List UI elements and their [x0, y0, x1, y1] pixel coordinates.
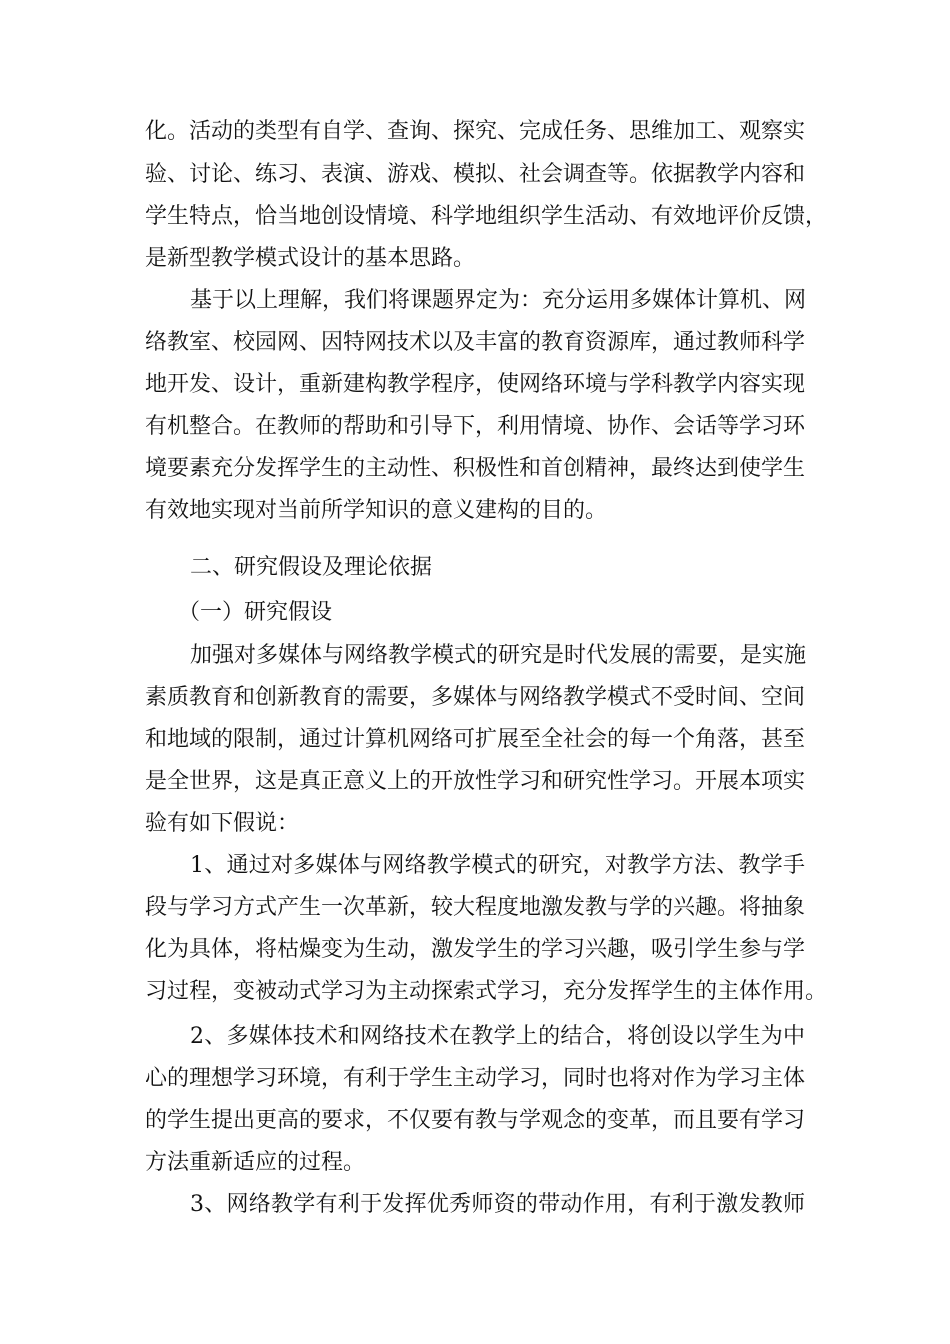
- paragraph-line: 加强对多媒体与网络教学模式的研究是时代发展的需要，是实施: [190, 643, 807, 668]
- paragraph-line: 习过程，变被动式学习为主动探索式学习，充分发挥学生的主体作用。: [145, 979, 828, 1004]
- paragraph-line: 是全世界，这是真正意义上的开放性学习和研究性学习。开展本项实: [145, 769, 806, 794]
- paragraph-line: 2、多媒体技术和网络技术在教学上的结合，将创设以学生为中: [190, 1024, 805, 1049]
- paragraph-line: 化为具体，将枯燥变为生动，激发学生的学习兴趣，吸引学生参与学: [145, 937, 806, 962]
- paragraph-line: 素质教育和创新教育的需要，多媒体与网络教学模式不受时间、空间: [145, 685, 806, 710]
- paragraph-line: 有效地实现对当前所学知识的意义建构的目的。: [145, 498, 608, 523]
- paragraph-line: 有机整合。在教师的帮助和引导下，利用情境、协作、会话等学习环: [145, 414, 806, 439]
- paragraph-line: 化。活动的类型有自学、查询、探究、完成任务、思维加工、观察实: [145, 119, 806, 144]
- paragraph-line: 心的理想学习环境，有利于学生主动学习，同时也将对作为学习主体: [145, 1066, 806, 1091]
- paragraph-line: 基于以上理解，我们将课题界定为：充分运用多媒体计算机、网: [190, 288, 807, 313]
- paragraph-line: 3、网络教学有利于发挥优秀师资的带动作用，有利于激发教师: [190, 1192, 805, 1217]
- paragraph-line: 是新型教学模式设计的基本思路。: [145, 246, 476, 271]
- paragraph-line: 的学生提出更高的要求，不仅要有教与学观念的变革，而且要有学习: [145, 1108, 806, 1133]
- paragraph-line: 验、讨论、练习、表演、游戏、模拟、社会调查等。依据教学内容和: [145, 162, 806, 187]
- paragraph-line: 学生特点，恰当地创设情境、科学地组织学生活动、有效地评价反馈，: [145, 204, 828, 229]
- paragraph-line: 段与学习方式产生一次革新，较大程度地激发教与学的兴趣。将抽象: [145, 895, 806, 920]
- paragraph-line: 境要素充分发挥学生的主动性、积极性和首创精神，最终达到使学生: [145, 456, 806, 481]
- paragraph-line: 1、通过对多媒体与网络教学模式的研究，对教学方法、教学手: [190, 853, 805, 878]
- paragraph-line: 方法重新适应的过程。: [145, 1150, 366, 1175]
- section-heading: 二、研究假设及理论依据: [190, 555, 433, 580]
- paragraph-line: 和地域的限制，通过计算机网络可扩展至全社会的每一个角落，甚至: [145, 727, 806, 752]
- paragraph-line: 验有如下假说：: [145, 811, 300, 836]
- paragraph-line: 地开发、设计，重新建构教学程序，使网络环境与学科教学内容实现: [145, 372, 806, 397]
- paragraph-line: 络教室、校园网、因特网技术以及丰富的教育资源库，通过教师科学: [145, 330, 806, 355]
- subsection-heading: （一）研究假设: [178, 600, 333, 625]
